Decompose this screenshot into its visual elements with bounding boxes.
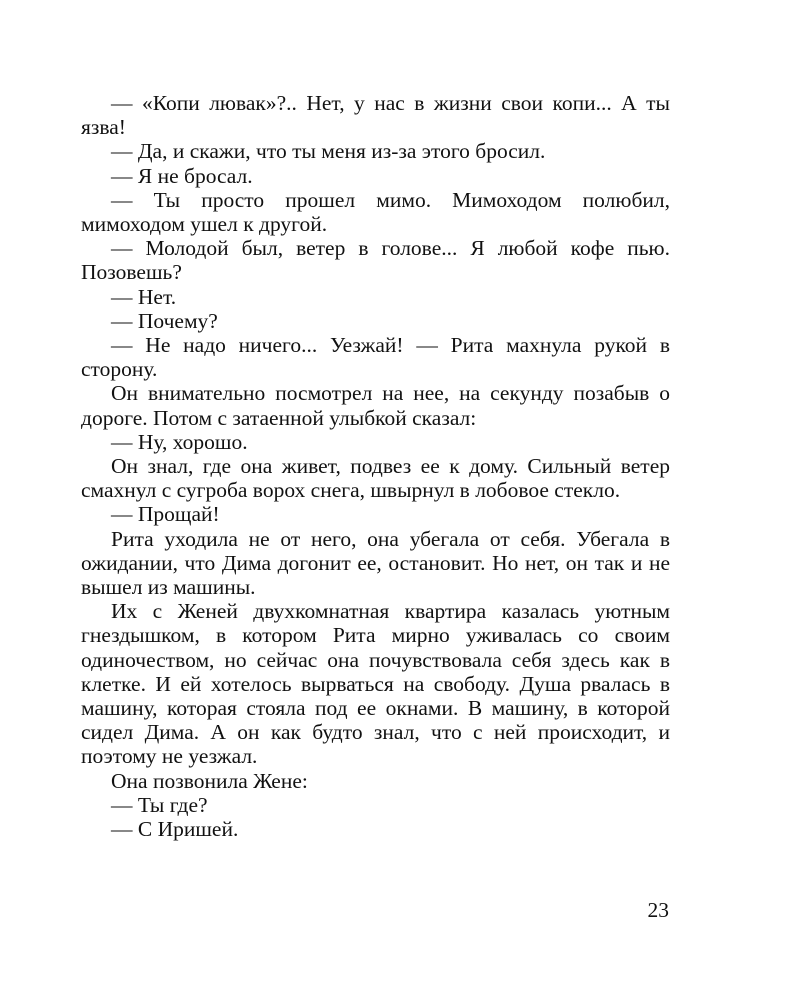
paragraph: — Нет. [111, 284, 177, 309]
paragraph: — Ты где? [111, 792, 208, 817]
paragraph: Она позвонила Жене: [111, 768, 308, 793]
paragraph: — Да, и скажи, что ты меня из-за этого бросил. [111, 139, 546, 164]
paragraph: — «Копи лювак»?.. Нет, у нас в жизни свои копи... А ты язва! [81, 91, 670, 140]
page-text [81, 91, 670, 841]
paragraph: — Ну, хорошо. [111, 429, 248, 454]
paragraph: — С Иришей. [111, 817, 239, 842]
paragraph: Он знал, где она живет, подвез ее к дому. Сильный ветер смахнул с сугроба ворох снега, швырнул в лобовое стекло. [81, 454, 670, 503]
paragraph: Он внимательно посмотрел на нее, на секунду позабыв о дороге. Потом с затаенной улыбкой сказал: [81, 381, 670, 430]
paragraph: Рита уходила не от него, она убегала от себя. Убегала в ожидании, что Дима догонит ее, остановит. Но нет, он так и не вышел из машины. [81, 526, 670, 600]
page-number: 23 [647, 898, 669, 922]
paragraph: — Молодой был, ветер в голове... Я любой кофе пью. Позовешь? [81, 236, 670, 285]
paragraph: — Не надо ничего... Уезжай! — Рита махнула рукой в сторону. [81, 333, 670, 382]
paragraph: — Прощай! [111, 502, 220, 527]
paragraph: — Я не бросал. [111, 163, 253, 188]
paragraph: — Почему? [111, 308, 218, 333]
paragraph: Их с Женей двухкомнатная квартира казалась уютным гнездышком, в котором Рита мирно уживалась со своим одиночеством, но сейчас она почувствовала себя здесь как в клетке. И ей хотелось вырваться на свободу. Душа рвалась в машину, которая стояла под ее окнами. В машину, в которой сидел Дима. А он как будто знал, что с ней происходит, и поэтому не уезжал. [81, 599, 670, 769]
paragraph: — Ты просто прошел мимо. Мимоходом полюбил, мимоходом ушел к другой. [81, 187, 670, 237]
